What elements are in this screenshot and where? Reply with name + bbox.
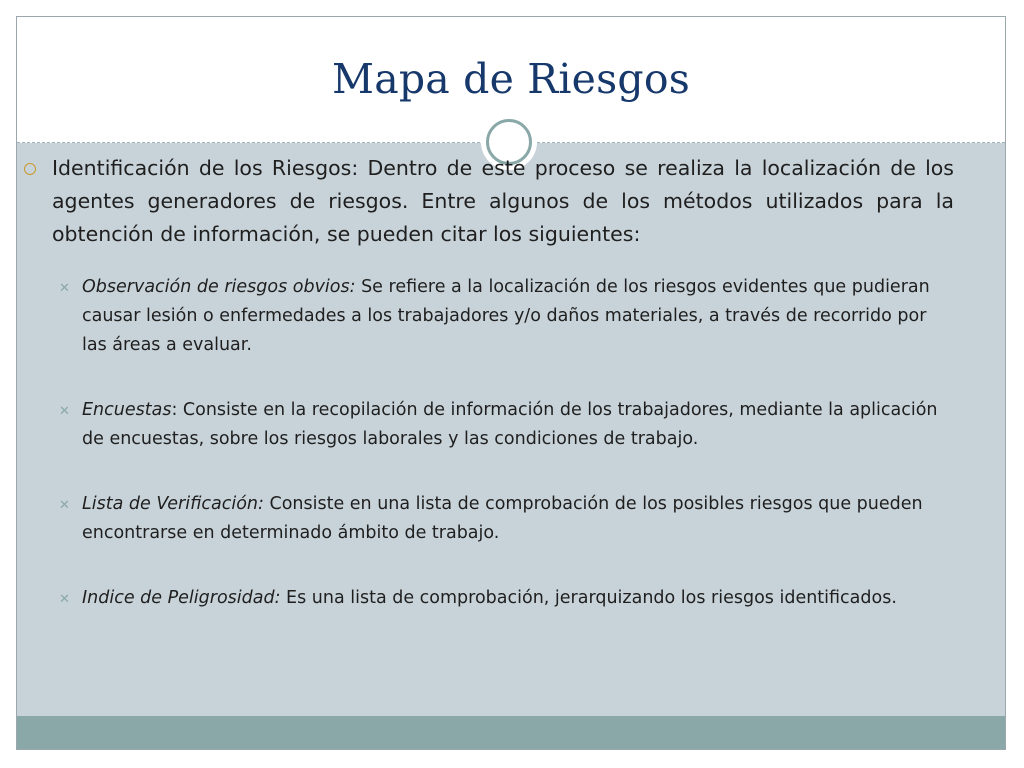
- slide-content: [22, 152, 954, 649]
- list-item-text: : Consiste en la recopilación de información de los trabajadores, mediante la aplicación de encuestas, sobre los riesgos laborales y las condiciones de trabajo.: [82, 400, 938, 449]
- list-item: [22, 490, 954, 548]
- x-mark-bullet-icon: ✕: [59, 281, 70, 296]
- list-item: [22, 584, 954, 613]
- x-mark-bullet-icon: ✕: [59, 498, 70, 513]
- list-item-term: Encuestas: [82, 400, 172, 420]
- list-item: [22, 396, 954, 454]
- list-item-text: Consiste en una lista de comprobación de los posibles riesgos que pueden encontrarse en determinado ámbito de trabajo.: [82, 494, 923, 543]
- list-item: [22, 273, 954, 360]
- x-mark-bullet-icon: ✕: [59, 592, 70, 607]
- intro-text: Identificación de los Riesgos: Dentro de este proceso se realiza la localización de los agentes generadores de riesgos. Entre algunos de los métodos utilizados para la obtención de información, se pueden citar los siguientes:: [52, 156, 954, 246]
- slide-title: Mapa de Riesgos: [332, 55, 690, 103]
- intro-paragraph: [22, 152, 954, 251]
- list-item-text: Es una lista de comprobación, jerarquizando los riesgos identificados.: [280, 588, 897, 608]
- list-item-term: Indice de Peligrosidad:: [82, 588, 281, 608]
- footer-band: [17, 716, 1005, 750]
- x-mark-bullet-icon: ✕: [59, 404, 70, 419]
- list-item-term: Lista de Verificación:: [82, 494, 264, 514]
- hollow-circle-bullet-icon: [24, 163, 36, 175]
- list-item-text: Se refiere a la localización de los riesgos evidentes que pudieran causar lesión o enfermedades a los trabajadores y/o daños materiales, a través de recorrido por las áreas a evaluar.: [82, 277, 930, 355]
- list-item-term: Observación de riesgos obvios:: [82, 277, 356, 297]
